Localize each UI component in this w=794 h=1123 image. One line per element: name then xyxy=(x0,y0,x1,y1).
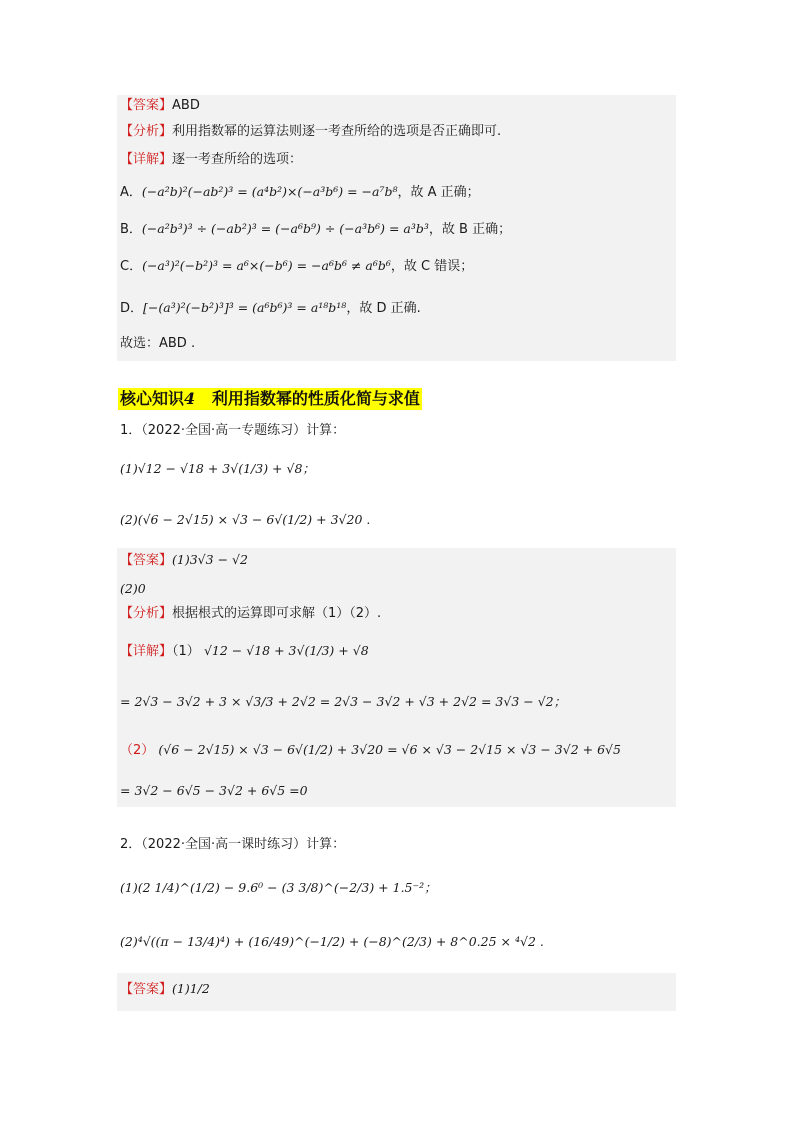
q1-part2 xyxy=(120,511,370,529)
option-b-label: B． xyxy=(120,222,142,237)
q1-part1-expr: (1)√12 − √18 + 3√(1/3) + √8； xyxy=(120,461,315,476)
detail-line xyxy=(120,151,302,169)
option-a-label: A． xyxy=(120,185,142,200)
option-a-verdict: ，故 A 正确； xyxy=(397,185,480,200)
q2-part2-expr: (2)⁴√((π − 13/4)⁴) + (16/49)^(−1/2) + (−8)^(2/3) + 8^0.25 × ⁴√2 . xyxy=(120,934,544,949)
q1-detail-tag: 【详解】 xyxy=(120,644,173,659)
analysis-line xyxy=(120,123,501,141)
section-title-text: 利用指数幂的性质化简与求值 xyxy=(211,389,420,408)
q1-answer-line xyxy=(120,551,248,570)
q1-detail-line xyxy=(120,642,369,661)
q1-detail-l4: = 3√2 − 6√5 − 3√2 + 6√5 =0 xyxy=(120,783,308,798)
section-title-number: 4 xyxy=(184,389,196,408)
option-a-expr: (−a²b)²(−ab²)³ = (a⁴b²)×(−a³b⁶) = −a⁷b⁸ xyxy=(141,184,398,199)
q1-detail-l2: = 2√3 − 3√2 + 3 × √3/3 + 2√2 = 2√3 − 3√2 + √3 + 2√2 = 3√3 − √2； xyxy=(120,694,567,709)
q2-stem-text: 2．（2022·全国·高一课时练习）计算： xyxy=(120,837,346,852)
q2-part2 xyxy=(120,933,544,951)
section-title-prefix: 核心知识 xyxy=(120,389,185,408)
answer-text: ABD xyxy=(172,98,200,113)
q1-detail-p2: （2） xyxy=(120,743,155,758)
q1-analysis-tag: 【分析】 xyxy=(120,606,173,621)
q2-stem xyxy=(120,836,345,854)
option-c-expr: (−a³)²(−b²)³ = a⁶×(−b⁶) = −a⁶b⁶ ≠ a⁶b⁶ xyxy=(142,258,391,273)
conclusion-line xyxy=(120,335,195,353)
detail-text: 逐一考查所给的选项： xyxy=(172,152,303,167)
q2-part1-expr: (1)(2 1/4)^(1/2) − 9.6⁰ − (3 3/8)^(−2/3) + 1.5⁻²； xyxy=(120,880,437,895)
q1-detail-l1: √12 − √18 + 3√(1/3) + √8 xyxy=(203,643,369,658)
option-d xyxy=(120,299,421,318)
q1-analysis-line xyxy=(120,605,381,623)
q1-analysis-text: 根据根式的运算即可求解（1）（2）. xyxy=(172,606,382,621)
option-b xyxy=(120,220,511,239)
q1-answer2-line xyxy=(120,580,146,599)
option-c xyxy=(120,257,473,276)
q2-answer-tag: 【答案】 xyxy=(120,982,173,997)
q2-part1 xyxy=(120,879,437,897)
option-c-verdict: ，故 C 错误； xyxy=(390,259,474,274)
detail-tag: 【详解】 xyxy=(120,152,173,167)
section-heading xyxy=(118,388,422,410)
q1-part2-expr: (2)(√6 − 2√15) × √3 − 6√(1/2) + 3√20 . xyxy=(120,512,371,527)
q1-answer-tag: 【答案】 xyxy=(120,553,173,568)
q1-detail-l3: (√6 − 2√15) × √3 − 6√(1/2) + 3√20 = √6 × √3 − 2√15 × √3 − 3√2 + 6√5 xyxy=(158,742,621,757)
option-d-verdict: ，故 D 正确. xyxy=(346,301,421,316)
q2-answer-line xyxy=(120,980,210,999)
q1-part1 xyxy=(120,460,315,478)
solution-box-2 xyxy=(117,548,676,807)
option-b-expr: (−a²b³)³ ÷ (−ab²)³ = (−a⁶b⁹) ÷ (−a³b⁶) = a³b³ xyxy=(141,221,429,236)
option-c-label: C． xyxy=(120,259,143,274)
option-d-label: D． xyxy=(120,301,144,316)
q2-answer1: (1)1/2 xyxy=(172,981,210,996)
q1-stem xyxy=(120,422,345,440)
option-a xyxy=(120,183,480,202)
conclusion-text: 故选：ABD . xyxy=(120,336,196,351)
q1-stem-text: 1．（2022·全国·高一专题练习）计算： xyxy=(120,423,346,438)
answer-tag: 【答案】 xyxy=(120,98,173,113)
q1-answer2: (2)0 xyxy=(120,581,146,596)
answer-line xyxy=(120,97,200,115)
q1-answer1: (1)3√3 − √2 xyxy=(172,552,248,567)
q1-detail-p1: （1） xyxy=(172,644,200,659)
option-b-verdict: ，故 B 正确； xyxy=(428,222,512,237)
q1-detail-l3-line xyxy=(120,741,621,760)
q1-detail-l4-line xyxy=(120,782,308,800)
q1-detail-l2-line xyxy=(120,693,566,711)
analysis-tag: 【分析】 xyxy=(120,124,173,139)
analysis-text: 利用指数幂的运算法则逐一考查所给的选项是否正确即可. xyxy=(172,124,502,139)
option-d-expr: [−(a³)²(−b²)³]³ = (a⁶b⁶)³ = a¹⁸b¹⁸ xyxy=(143,300,347,315)
